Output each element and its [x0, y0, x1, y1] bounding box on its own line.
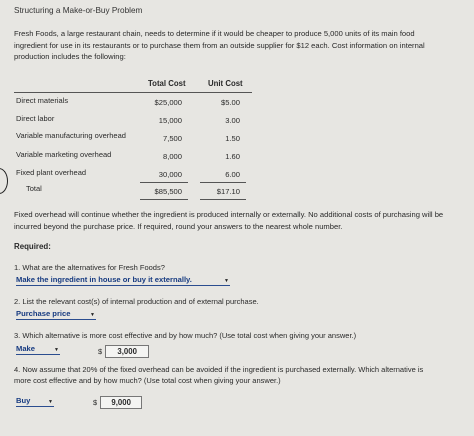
total-label: Total [26, 184, 42, 193]
question-4-line: more cost effective and by how much? (Use total cost when giving your answer.) [14, 376, 281, 386]
q4-alternative-dropdown[interactable] [16, 396, 54, 407]
q1-alternatives-dropdown[interactable] [16, 275, 230, 286]
chevron-down-icon: ▼ [48, 399, 53, 405]
row-unit: 6.00 [225, 170, 240, 179]
header-total-cost: Total Cost [148, 79, 186, 88]
intro-line: ingredient for use in its restaurants or to purchase them from an outside supplier for $12 each. Cost information on internal [14, 40, 425, 50]
q2-dropdown-value: Purchase price [16, 309, 71, 318]
row-label: Fixed plant overhead [16, 168, 87, 177]
q3-amount-group [98, 345, 149, 358]
row-total: 15,000 [158, 116, 182, 125]
subtotal-rule [200, 182, 246, 183]
q2-relevant-cost-dropdown[interactable] [16, 309, 96, 320]
fixed-overhead-note [14, 209, 443, 232]
question-2: 2. List the relevant cost(s) of internal production and of external purchase. [14, 297, 259, 306]
row-unit: 1.50 [225, 134, 240, 143]
chevron-down-icon: ▼ [224, 278, 229, 284]
problem-intro [14, 28, 425, 63]
row-label: Direct labor [16, 114, 55, 123]
row-total: $25,000 [154, 98, 182, 107]
q4-amount-group [93, 396, 142, 409]
edge-arc-mark [0, 168, 8, 194]
total-unit-value: $17.10 [216, 187, 240, 196]
question-1: 1. What are the alternatives for Fresh Foods? [14, 263, 165, 272]
header-divider [14, 92, 252, 93]
chevron-down-icon: ▼ [90, 312, 95, 318]
question-3: 3. Which alternative is more cost effective and by how much? (Use total cost when giving your answer.) [14, 331, 357, 340]
total-double-rule [140, 199, 188, 200]
row-total: 8,000 [162, 152, 182, 161]
question-4 [14, 364, 423, 387]
total-cost-value: $85,500 [154, 187, 182, 196]
dollar-sign: $ [93, 398, 98, 407]
note-line: incurred beyond the purchase price. If required, round your answers to the nearest whole number. [14, 221, 343, 231]
note-line: Fixed overhead will continue whether the ingredient is produced internally or externally. No additional costs of purchasing will be [14, 210, 444, 219]
row-unit: 3.00 [225, 116, 240, 125]
row-total: 30,000 [158, 170, 182, 179]
subtotal-rule [140, 182, 188, 183]
row-label: Direct materials [16, 96, 69, 105]
q4-amount-input[interactable]: 9,000 [100, 396, 142, 409]
row-label: Variable marketing overhead [16, 150, 112, 159]
page-title: Structuring a Make-or-Buy Problem [14, 6, 143, 15]
row-label: Variable manufacturing overhead [16, 131, 126, 140]
intro-line: Fresh Foods, a large restaurant chain, needs to determine if it would be cheaper to produce 5,000 units of its main food [14, 29, 415, 38]
row-total: 7,500 [162, 134, 182, 143]
row-unit: 1.60 [225, 152, 240, 161]
intro-line: production includes the following: [14, 52, 126, 62]
q4-dropdown-value: Buy [16, 396, 31, 405]
question-4-line: 4. Now assume that 20% of the fixed overhead can be avoided if the ingredient is purchased externally. Which alternative is [14, 365, 424, 374]
q3-alternative-dropdown[interactable] [16, 344, 60, 355]
chevron-down-icon: ▼ [54, 347, 59, 353]
q1-dropdown-value: Make the ingredient in house or buy it externally. [16, 275, 192, 284]
dollar-sign: $ [98, 347, 103, 356]
header-unit-cost: Unit Cost [208, 79, 243, 88]
total-double-rule [200, 199, 246, 200]
required-heading: Required: [14, 242, 51, 251]
q3-amount-input[interactable]: 3,000 [105, 345, 149, 358]
q3-dropdown-value: Make [16, 344, 35, 353]
row-unit: $5.00 [220, 98, 240, 107]
